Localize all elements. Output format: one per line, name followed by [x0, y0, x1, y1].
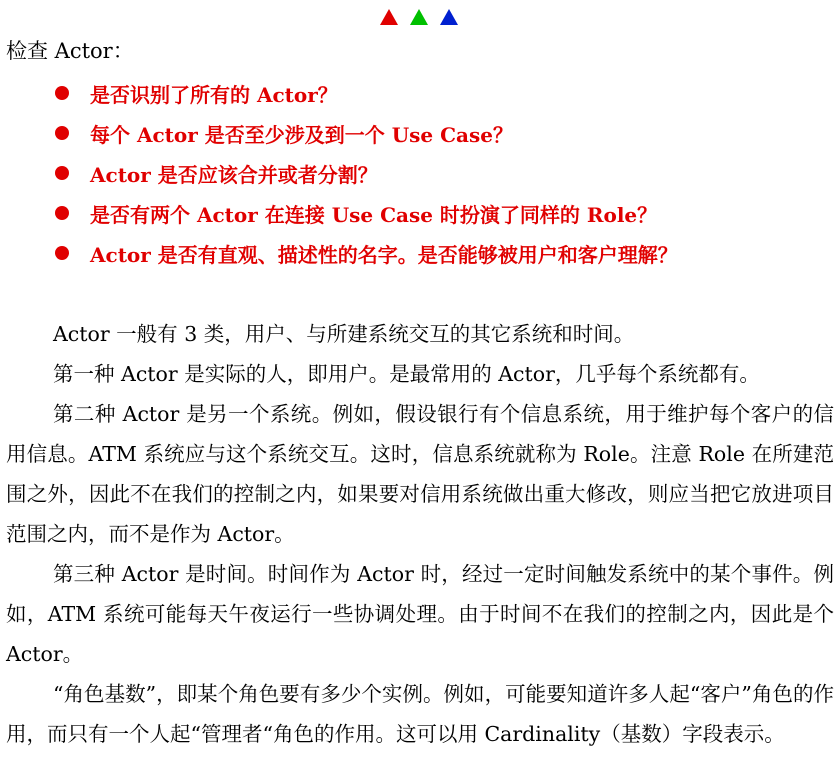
paragraph-actor-types: Actor 一般有 3 类，用户、与所建系统交互的其它系统和时间。 — [53, 322, 635, 346]
green-triangle-icon — [410, 9, 428, 25]
paragraph-first-actor: 第一种 Actor 是实际的人，即用户。是最常用的 Actor，几乎每个系统都有。 — [53, 362, 760, 386]
checklist-item-text: 是否有两个 Actor 在连接 Use Case 时扮演了同样的 Role？ — [90, 202, 658, 227]
blue-triangle-icon — [440, 9, 458, 25]
checklist-item-text: Actor 是否有直观、描述性的名字。是否能够被用户和客户理解？ — [90, 242, 678, 267]
bullet-dot-icon — [55, 86, 69, 100]
checklist-item-text: 每个 Actor 是否至少涉及到一个 Use Case？ — [90, 122, 513, 147]
paragraph-cardinality: “角色基数”，即某个角色要有多少个实例。例如，可能要知道许多人起“客户”角色的作用，而只有一个人起“管理者“角色的作用。这可以用 Cardinality（基数）字段表示。 — [6, 682, 834, 746]
bullet-dot-icon — [55, 126, 69, 140]
checklist-item-text: Actor 是否应该合并或者分割？ — [90, 162, 378, 187]
checklist-item — [0, 153, 840, 193]
checklist-item — [0, 73, 840, 113]
checklist-item — [0, 113, 840, 153]
bullet-dot-icon — [55, 246, 69, 260]
triangle-decoration — [380, 9, 458, 25]
body-text — [6, 314, 834, 754]
bullet-dot-icon — [55, 166, 69, 180]
red-triangle-icon — [380, 9, 398, 25]
bullet-dot-icon — [55, 206, 69, 220]
paragraph-second-actor: 第二种 Actor 是另一个系统。例如，假设银行有个信息系统，用于维护每个客户的信用信息。ATM 系统应与这个系统交互。这时，信息系统就称为 Role。注意 Role 在所建范围之外，因此不在我们的控制之内，如果要对信用系统做出重大修改，则应当把它放进项目范围之内，而不是作为 Actor。 — [6, 402, 834, 546]
checklist-item — [0, 233, 840, 273]
paragraph-third-actor: 第三种 Actor 是时间。时间作为 Actor 时，经过一定时间触发系统中的某个事件。例如，ATM 系统可能每天午夜运行一些协调处理。由于时间不在我们的控制之内，因此是个 Actor。 — [6, 562, 834, 666]
checklist — [0, 73, 840, 273]
checklist-item-text: 是否识别了所有的 Actor？ — [90, 82, 338, 107]
section-heading: 检查 Actor： — [6, 39, 134, 63]
checklist-item — [0, 193, 840, 233]
